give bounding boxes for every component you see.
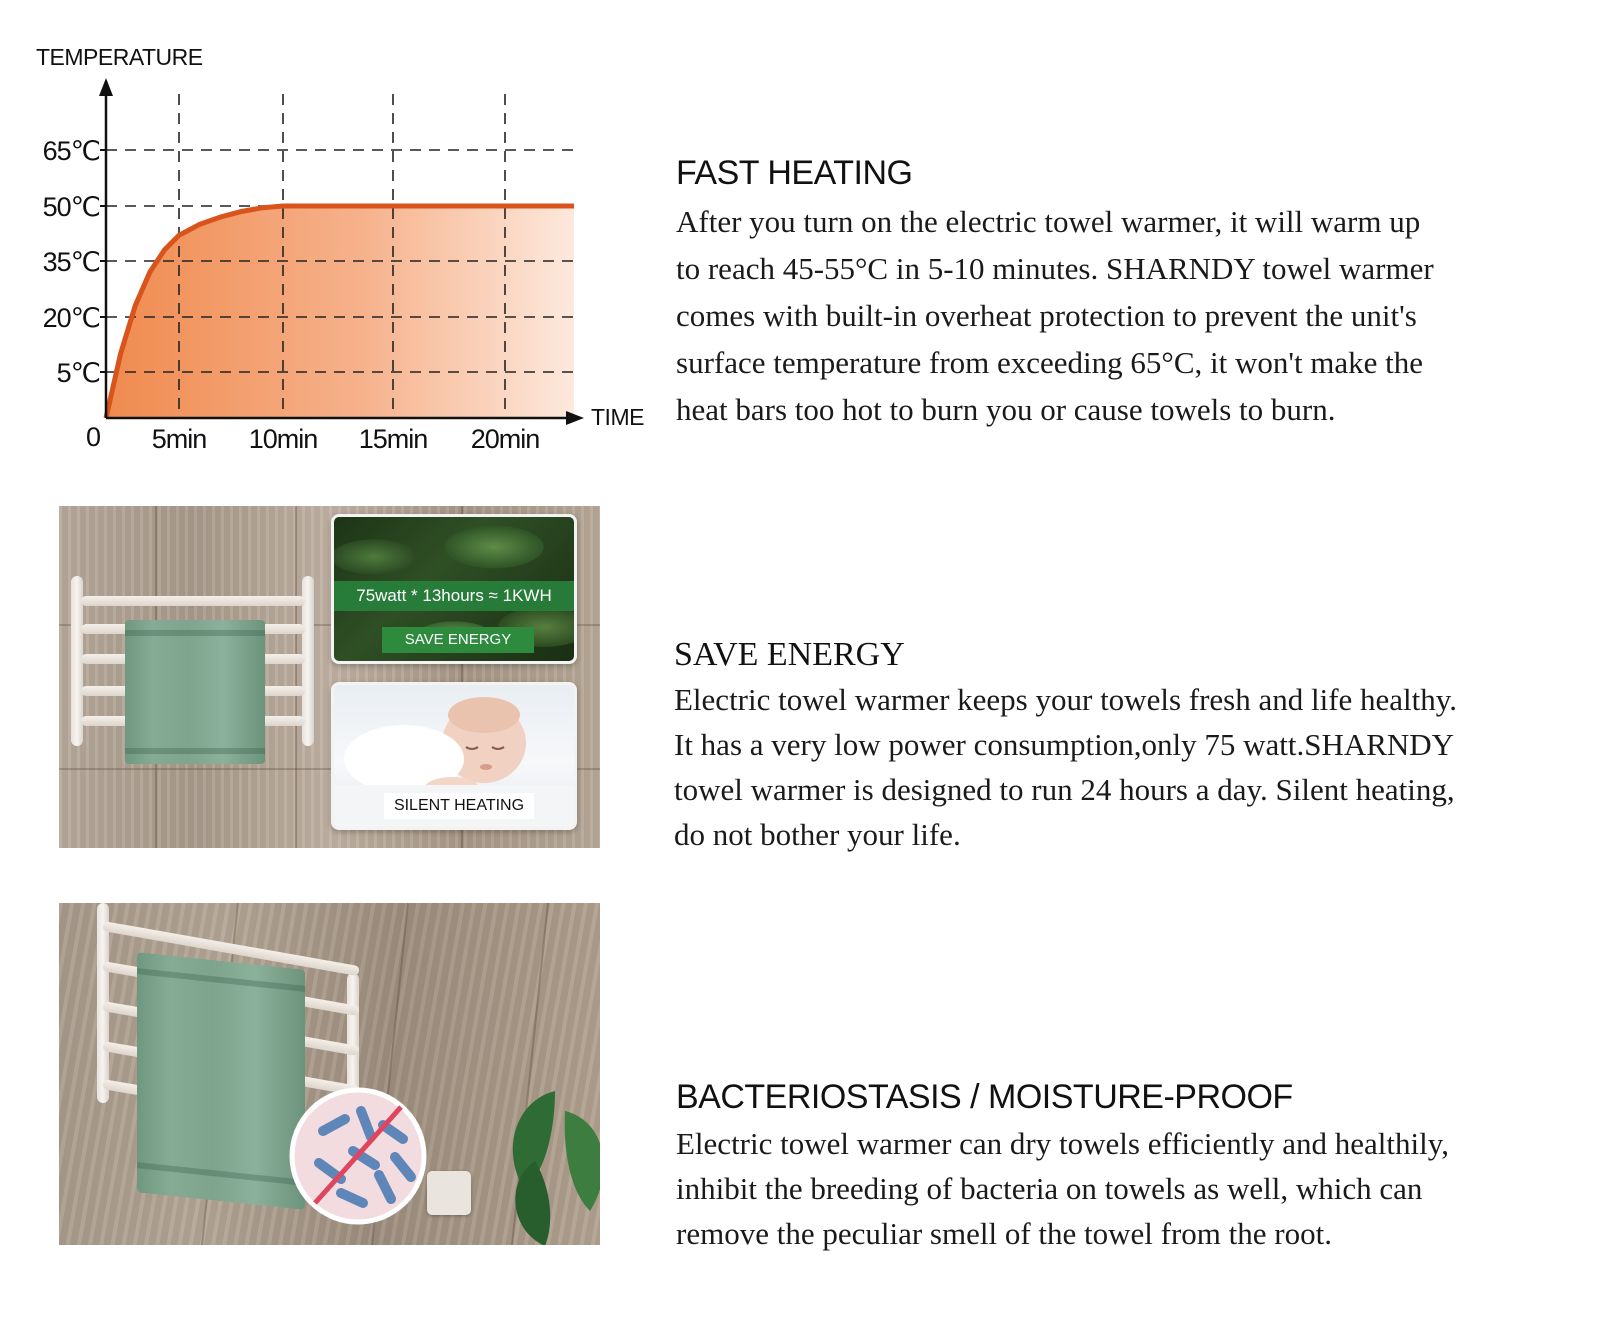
fast-heating-line: After you turn on the electric towel warmer, it will warm up [676, 204, 1421, 239]
bacteria-circle-icon [283, 1081, 433, 1231]
energy-formula-badge: 75watt * 13hours ≈ 1KWH [334, 581, 574, 611]
save-energy-line: towel warmer is designed to run 24 hours a day. Silent heating, [674, 772, 1455, 807]
towel-warmer-bacteria-photo [59, 903, 600, 1245]
y-tick-label: 35℃ [42, 247, 100, 277]
save-energy-line: It has a very low power consumption,only 75 watt.SHARNDY [674, 727, 1455, 762]
save-energy-line: Electric towel warmer keeps your towels fresh and life healthy. [674, 682, 1458, 717]
silent-heating-badge: SILENT HEATING [384, 793, 534, 819]
fast-heating-line: surface temperature from exceeding 65°C, it won't make the [676, 345, 1424, 380]
wall-outlet [427, 1171, 471, 1215]
bacteriostasis-line: Electric towel warmer can dry towels efficiently and healthily, [676, 1126, 1449, 1161]
x-axis-arrow [566, 411, 584, 425]
y-tick-label: 50℃ [42, 192, 100, 222]
x-axis-title: TIME [591, 404, 644, 430]
origin-label: 0 [86, 422, 101, 452]
y-axis-arrow [99, 78, 113, 96]
save-energy-body [674, 677, 1574, 857]
fast-heating-title: FAST HEATING [676, 154, 913, 192]
bacteriostasis-line: remove the peculiar smell of the towel from the root. [676, 1216, 1332, 1251]
x-tick-label: 20min [470, 424, 540, 454]
x-tick-labels [152, 424, 540, 454]
temperature-time-chart [0, 0, 660, 480]
bacteriostasis-body [676, 1121, 1576, 1256]
y-tick-label: 5℃ [56, 358, 100, 388]
y-axis-title: TEMPERATURE [36, 44, 203, 70]
x-tick-label: 15min [358, 424, 428, 454]
y-tick-label: 65℃ [42, 136, 100, 166]
green-towel [137, 952, 305, 1210]
green-towel [125, 620, 265, 764]
y-tick-labels [43, 136, 106, 388]
fast-heating-line: to reach 45-55°C in 5-10 minutes. SHARNDY towel warmer [676, 251, 1434, 286]
save-energy-title: SAVE ENERGY [674, 636, 905, 673]
monstera-plant-icon [495, 1071, 600, 1245]
fast-heating-body [676, 198, 1576, 433]
bacteriostasis-line: inhibit the breeding of bacteria on towels as well, which can [676, 1171, 1423, 1206]
save-energy-badge: SAVE ENERGY [382, 627, 534, 653]
x-tick-label: 5min [151, 424, 207, 454]
x-tick-label: 10min [248, 424, 318, 454]
save-energy-card [331, 514, 577, 664]
fast-heating-line: heat bars too hot to burn you or cause towels to burn. [676, 392, 1336, 427]
y-tick-label: 20℃ [42, 303, 100, 333]
save-energy-line: do not bother your life. [674, 817, 961, 852]
towel-warmer-energy-photo [59, 506, 600, 848]
silent-heating-card [331, 682, 577, 830]
fast-heating-line: comes with built-in overheat protection to prevent the unit's [676, 298, 1417, 333]
bacteriostasis-title: BACTERIOSTASIS / MOISTURE-PROOF [676, 1078, 1293, 1116]
